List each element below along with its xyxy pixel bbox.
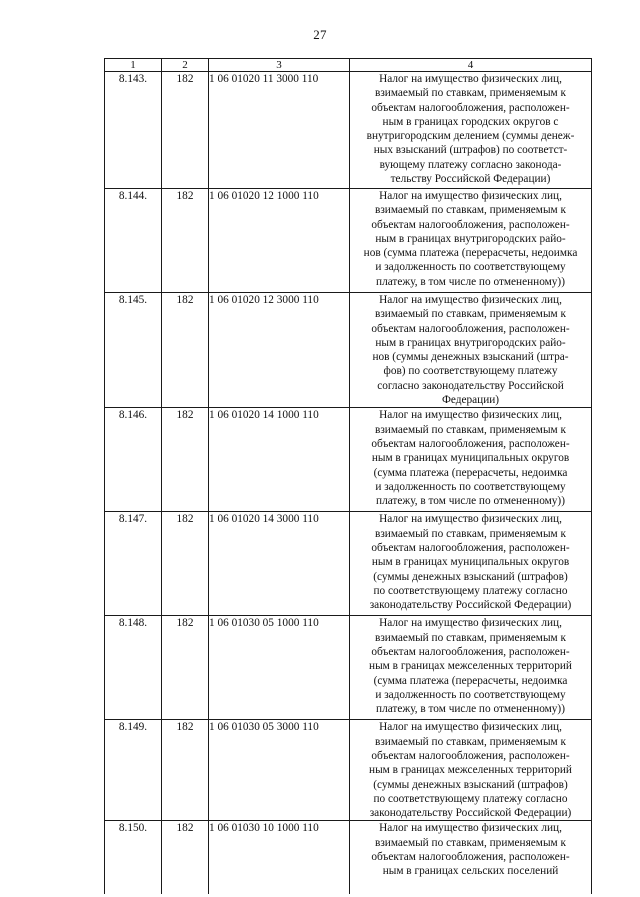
table-body	[105, 72, 592, 894]
description-line: ным в границах межселенных территорий	[369, 764, 572, 777]
budget-classification-table	[104, 58, 592, 894]
table-row	[105, 72, 592, 189]
row-number-cell: 8.149.	[105, 720, 162, 821]
description-line: взимаемый по ставкам, применяемым к	[375, 423, 566, 436]
description-line: Налог на имущество физических лиц,	[379, 190, 562, 202]
classification-code-cell: 1 06 01020 14 3000 110	[209, 512, 350, 616]
classification-code-cell: 1 06 01030 05 3000 110	[209, 720, 350, 821]
description-line: объектам налогообложения, расположен-	[371, 322, 570, 335]
description-line: и задолженность по соответствующему	[375, 480, 566, 493]
description-line: ных взысканий (штрафов) по соответст-	[373, 144, 568, 157]
description-line: (сумма платежа (перерасчеты, недоимка	[373, 466, 568, 479]
description-line: ным в границах внутригородских райо-	[375, 232, 566, 245]
classification-code-cell: 1 06 01030 10 1000 110	[209, 821, 350, 894]
classification-code-cell: 1 06 01030 05 1000 110	[209, 616, 350, 720]
description-line: ным в границах внутригородских райо-	[375, 336, 566, 349]
description-line: вующему платежу согласно законода-	[379, 158, 562, 171]
description-line: Налог на имущество физических лиц,	[379, 822, 562, 835]
description-line: взимаемый по ставкам, применяемым к	[375, 836, 566, 849]
description-line: нов (суммы денежных взысканий (штра-	[372, 351, 569, 364]
description-cell	[350, 189, 592, 293]
column-header-1: 1	[105, 59, 162, 72]
classification-code-cell: 1 06 01020 14 1000 110	[209, 408, 350, 512]
administrator-code-cell: 182	[162, 72, 209, 189]
administrator-code-cell: 182	[162, 293, 209, 408]
description-line: объектам налогообложения, расположен-	[371, 749, 570, 762]
description-line: по соответствующему платежу согласно	[373, 792, 568, 805]
description-line: ным в границах муниципальных округов	[371, 556, 570, 569]
description-line: нов (сумма платежа (перерасчеты, недоимка	[363, 247, 578, 260]
description-line: ным в границах городских округов с	[382, 115, 559, 128]
description-line: и задолженность по соответствующему	[375, 261, 566, 274]
table-header-row	[105, 59, 592, 72]
classification-code-cell: 1 06 01020 11 3000 110	[209, 72, 350, 189]
row-number-cell: 8.150.	[105, 821, 162, 894]
description-line: объектам налогообложения, расположен-	[371, 645, 570, 658]
description-line: Налог на имущество физических лиц,	[379, 409, 562, 422]
table-row	[105, 616, 592, 720]
description-line: ным в границах муниципальных округов	[371, 452, 570, 465]
administrator-code-cell: 182	[162, 616, 209, 720]
description-cell	[350, 408, 592, 512]
description-line: согласно законодательству Российской	[377, 379, 564, 392]
description-line: платежу, в том числе по отмененному))	[376, 703, 565, 716]
table-row	[105, 720, 592, 821]
description-line: Налог на имущество физических лиц,	[379, 73, 562, 85]
row-number-cell: 8.147.	[105, 512, 162, 616]
description-line: ным в границах межселенных территорий	[369, 660, 572, 673]
description-line: Налог на имущество физических лиц,	[379, 513, 562, 526]
description-line: взимаемый по ставкам, применяемым к	[375, 527, 566, 540]
description-cell	[350, 512, 592, 616]
row-number-cell: 8.143.	[105, 72, 162, 189]
description-line: взимаемый по ставкам, применяемым к	[375, 735, 566, 748]
column-header-3: 3	[209, 59, 350, 72]
administrator-code-cell: 182	[162, 512, 209, 616]
table-row	[105, 293, 592, 408]
description-line: (суммы денежных взысканий (штрафов)	[373, 570, 568, 583]
table-row	[105, 821, 592, 894]
description-line: ным в границах сельских поселений	[382, 865, 559, 878]
description-line: Налог на имущество физических лиц,	[379, 721, 562, 734]
description-line: платежу, в том числе по отмененному))	[376, 275, 565, 288]
description-line: объектам налогообложения, расположен-	[371, 851, 570, 864]
administrator-code-cell: 182	[162, 189, 209, 293]
table-row	[105, 189, 592, 293]
description-line: объектам налогообложения, расположен-	[371, 437, 570, 450]
description-line: взимаемый по ставкам, применяемым к	[375, 308, 566, 321]
row-number-cell: 8.144.	[105, 189, 162, 293]
row-number-cell: 8.148.	[105, 616, 162, 720]
description-line: и задолженность по соответствующему	[375, 688, 566, 701]
description-line: объектам налогообложения, расположен-	[371, 541, 570, 554]
table-row	[105, 512, 592, 616]
classification-code-cell: 1 06 01020 12 1000 110	[209, 189, 350, 293]
description-cell	[350, 293, 592, 408]
column-header-4: 4	[350, 59, 592, 72]
description-line: по соответствующему платежу согласно	[373, 584, 568, 597]
description-line: взимаемый по ставкам, применяемым к	[375, 631, 566, 644]
description-line: (сумма платежа (перерасчеты, недоимка	[373, 674, 568, 687]
description-line: фов) по соответствующему платежу	[383, 365, 558, 378]
table-row	[105, 408, 592, 512]
description-line: законодательству Российской Федерации)	[369, 807, 572, 820]
description-line: внутригородским делением (суммы денеж-	[366, 130, 575, 143]
description-line: Налог на имущество физических лиц,	[379, 617, 562, 630]
administrator-code-cell: 182	[162, 408, 209, 512]
row-number-cell: 8.145.	[105, 293, 162, 408]
administrator-code-cell: 182	[162, 720, 209, 821]
column-header-2: 2	[162, 59, 209, 72]
description-line: взимаемый по ставкам, применяемым к	[375, 87, 566, 100]
description-line: платежу, в том числе по отмененному))	[376, 495, 565, 508]
description-line: (суммы денежных взысканий (штрафов)	[373, 778, 568, 791]
description-cell	[350, 72, 592, 189]
administrator-code-cell: 182	[162, 821, 209, 894]
description-line: взимаемый по ставкам, применяемым к	[375, 204, 566, 217]
description-cell	[350, 616, 592, 720]
classification-code-cell: 1 06 01020 12 3000 110	[209, 293, 350, 408]
description-line: объектам налогообложения, расположен-	[371, 218, 570, 231]
description-cell	[350, 720, 592, 821]
page-number: 27	[313, 27, 327, 42]
description-line: Налог на имущество физических лиц,	[379, 294, 562, 306]
description-line: тельству Российской Федерации)	[390, 173, 551, 186]
description-line: объектам налогообложения, расположен-	[371, 101, 570, 114]
description-cell	[350, 821, 592, 894]
description-line: законодательству Российской Федерации)	[369, 599, 572, 612]
description-line: Федерации)	[441, 394, 500, 407]
row-number-cell: 8.146.	[105, 408, 162, 512]
